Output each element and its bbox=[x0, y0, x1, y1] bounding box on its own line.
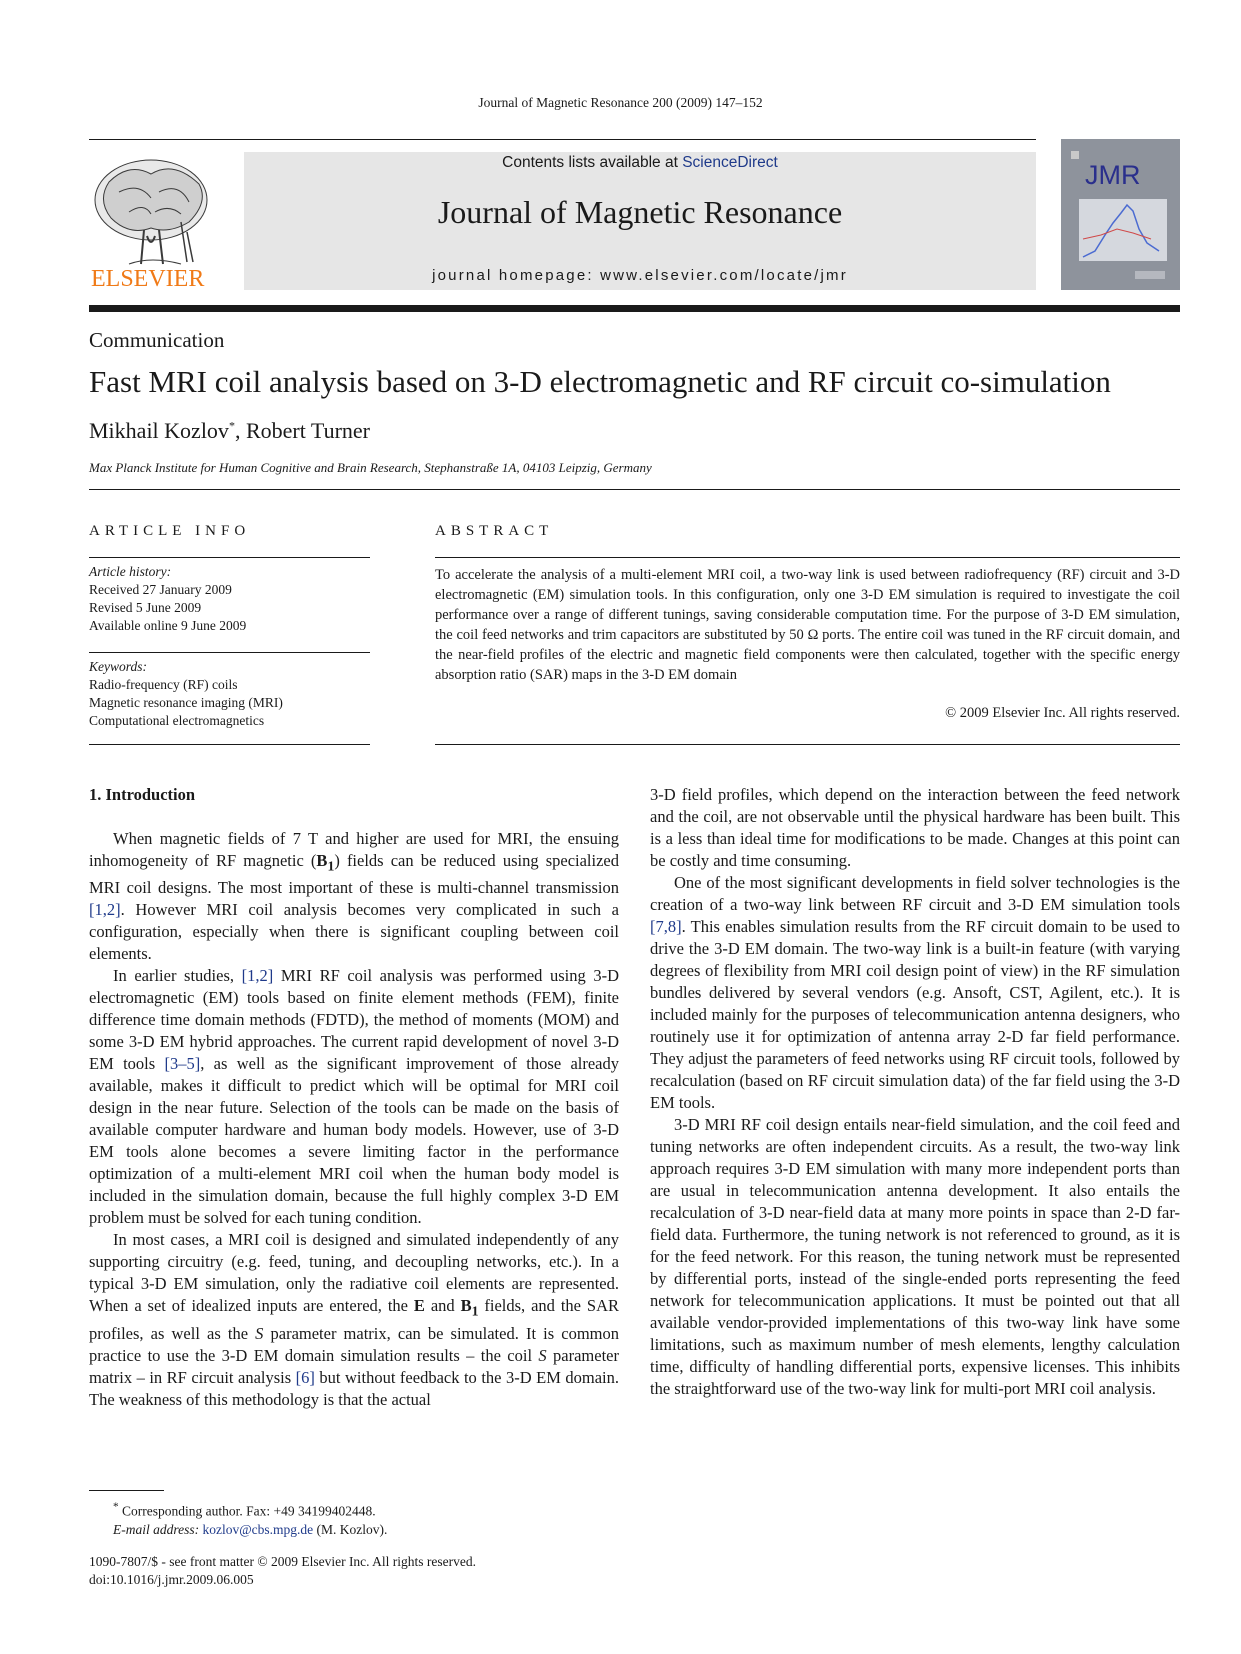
text-run: . However MRI coil analysis becomes very complicated in such a configuration, especially when there is significant coupling between coil elements. bbox=[89, 900, 619, 964]
body-column-right bbox=[650, 784, 1180, 1400]
author-list bbox=[89, 418, 370, 444]
paragraph bbox=[650, 872, 1180, 1114]
footnote-rule bbox=[89, 1490, 164, 1491]
text-run: MRI RF coil analysis was performed using 3-D electromagnetic (EM) tools based on finite element methods (FEM), finite difference time domain methods (FDTD), the method of moments (MOM) and some 3-D EM hybrid approaches. The current rapid development of novel 3-D EM tools bbox=[89, 966, 619, 1074]
abstract-heading: ABSTRACT bbox=[435, 523, 554, 539]
text-run: 1 bbox=[327, 858, 335, 874]
email-link[interactable]: kozlov@cbs.mpg.de bbox=[202, 1521, 314, 1537]
abstract-rule-bottom bbox=[435, 744, 1180, 745]
paragraph: 3-D MRI RF coil design entails near-field simulation, and the coil feed and tuning networks are often independent circuits. As a result, the two-way link approach requires 3-D EM simulation with many more independent ports than are usual in telecommunication antenna development. It also entails the recalculation of 3-D near-field data at many more points in space than 2-D far-field data. Furthermore, the tuning network is not referenced to ground, as it is for the feed network. For this reason, the tuning network must be represented by differential ports, instead of the single-ended ports representing the feed network for telecommunication applications. It must be pointed out that all available vendor-provided implementations of this two-way link have some limitations, such as maximum number of mesh elements, lengthy calculation time, difficulty of handling differential ports, expensive licenses. This inhibits the straightforward use of the two-way link for multi-port MRI coil analysis. bbox=[650, 1115, 1180, 1398]
history-label: Article history: bbox=[89, 564, 172, 579]
elsevier-tree-icon bbox=[89, 152, 219, 292]
article-type: Communication bbox=[89, 328, 225, 352]
paragraph: 3-D field profiles, which depend on the interaction between the feed network and the coil, are not observable until the physical hardware has been built. This is a less than ideal time for modifications to be made. Changes at this point can be costly and time consuming. bbox=[650, 785, 1180, 870]
author-separator: , bbox=[234, 418, 246, 443]
journal-banner bbox=[244, 152, 1036, 290]
history-received: Received 27 January 2009 bbox=[89, 582, 232, 597]
text-run: . This enables simulation results from the RF circuit domain to be used to drive the 3-D EM domain. The two-way link is a built-in feature (with varying degrees of flexibility from MRI coil design point of view) in the RF simulation bundles delivered by several vendors (e.g. Ansoft, CST, Agilent, etc.). It is included mainly for the purposes of telecommunication antenna designers, who routinely use it for optimization of antenna array 2-D far field performance. They adjust the parameters of feed networks using RF circuit tools, followed by recalculation (based on RF circuit simulation data) of the far field using the 3-D EM tools. bbox=[650, 917, 1180, 1112]
contents-prefix: Contents lists available at bbox=[502, 154, 683, 171]
info-rule-3 bbox=[89, 744, 370, 745]
elsevier-logo bbox=[89, 152, 219, 292]
history-online: Available online 9 June 2009 bbox=[89, 618, 247, 633]
text-run: but without feedback to the 3-D EM domain. The weakness of this methodology is that the actual bbox=[89, 1367, 620, 1409]
text-run: and bbox=[424, 1296, 461, 1316]
keywords-label: Keywords: bbox=[89, 659, 147, 674]
journal-title: Journal of Magnetic Resonance bbox=[437, 194, 843, 230]
section-heading-introduction: 1. Introduction bbox=[89, 785, 196, 804]
text-run: ) fields can be reduced using specialized MRI coil designs. The most important of these is multi-channel transmission bbox=[89, 851, 619, 898]
abstract-text: To accelerate the analysis of a multi-element MRI coil, a two-way link is used between radiofrequency (RF) circuit and 3-D electromagnetic (EM) simulation tools. In this configuration, only one 3-D EM simulation is required to investigate the coil performance over a range of different tunings, saving considerable computation time. For the purpose of 3-D EM simulation, the coil feed networks and trim capacitors are substituted by 50 Ω ports. The entire coil was tuned in the RF circuit domain, and the near-field profiles of the electric and magnetic field components were then calculated, together with the specific energy absorption ratio (SAR) maps in the 3-D EM domain bbox=[435, 567, 1180, 683]
info-rule-2 bbox=[89, 652, 370, 653]
elsevier-wordmark: ELSEVIER bbox=[91, 266, 205, 292]
text-run: , as well as the significant improvement of those already available, makes it difficult to predict which will be optimal for MRI coil design in the near future. Selection of the tools can be made on the basis of available computer hardware and human body models. However, use of 3-D EM tools alone becomes a severe limiting factor in the performance optimization of a multi-element MRI coil when the human body model is included in the simulation domain, because the full highly complex 3-D EM problem must be solved for each tuning condition. bbox=[89, 1054, 620, 1228]
keywords-block bbox=[89, 658, 370, 730]
footnote bbox=[89, 1498, 387, 1539]
text-run: In earlier studies, bbox=[113, 966, 242, 986]
author-kozlov[interactable]: Mikhail Kozlov bbox=[89, 418, 229, 443]
text-run: S bbox=[255, 1323, 264, 1343]
keyword-item: Radio-frequency (RF) coils bbox=[89, 677, 238, 692]
text-run: B bbox=[316, 851, 328, 870]
text-run: S bbox=[538, 1345, 547, 1365]
paragraph bbox=[89, 965, 619, 1229]
body-column-left bbox=[89, 784, 619, 1411]
citation-link[interactable]: [1,2] bbox=[89, 900, 121, 920]
text-run: One of the most significant developments in field solver technologies is the creation of a two-way link between RF circuit and 3-D EM simulation tools bbox=[650, 873, 1180, 914]
bottom-meta bbox=[89, 1553, 476, 1589]
citation-link[interactable]: [3–5] bbox=[164, 1054, 201, 1074]
info-rule-1 bbox=[89, 557, 370, 558]
paragraph bbox=[89, 1229, 619, 1410]
cover-image-icon bbox=[1061, 139, 1180, 290]
text-run: B bbox=[460, 1296, 472, 1316]
citation-link[interactable]: [6] bbox=[295, 1367, 315, 1387]
doi-line[interactable]: doi:10.1016/j.jmr.2009.06.005 bbox=[89, 1572, 254, 1587]
footnote-mark: * bbox=[113, 1501, 119, 1513]
text-run: When magnetic fields of 7 T and higher are used for MRI, the ensuing inhomogeneity of RF magnetic ( bbox=[89, 829, 619, 870]
text-run: fields, and the SAR profiles, as well as the bbox=[89, 1296, 619, 1343]
journal-cover bbox=[1061, 139, 1180, 290]
citation-link[interactable]: [1,2] bbox=[241, 966, 274, 986]
contents-line bbox=[244, 154, 1036, 172]
header-rule-top bbox=[89, 139, 1036, 140]
sciencedirect-link[interactable]: ScienceDirect bbox=[682, 154, 778, 171]
text-run: 1 bbox=[471, 1303, 479, 1319]
paragraph bbox=[89, 828, 619, 965]
article-info-heading: ARTICLE INFO bbox=[89, 523, 251, 539]
issn-line: 1090-7807/$ - see front matter © 2009 Elsevier Inc. All rights reserved. bbox=[89, 1554, 477, 1569]
article-title: Fast MRI coil analysis based on 3-D electromagnetic and RF circuit co-simulation bbox=[89, 364, 1111, 399]
text-run: parameter matrix, can be simulated. It is common practice to use the 3-D EM domain simulation results – the coil bbox=[89, 1323, 619, 1365]
cover-jmr-label: JMR bbox=[1085, 160, 1141, 190]
text-run: E bbox=[413, 1296, 425, 1316]
email-label: E-mail address: bbox=[113, 1521, 200, 1537]
keyword-item: Computational electromagnetics bbox=[89, 713, 265, 728]
title-rule bbox=[89, 489, 1180, 490]
email-suffix: (M. Kozlov). bbox=[313, 1521, 388, 1537]
running-citation: Journal of Magnetic Resonance 200 (2009) 147–152 bbox=[478, 95, 763, 110]
abstract-copyright: © 2009 Elsevier Inc. All rights reserved. bbox=[945, 705, 1180, 721]
citation-link[interactable]: [7,8] bbox=[650, 917, 682, 936]
text-run: In most cases, a MRI coil is designed and simulated independently of any supporting circuitry (e.g. feed, tuning, and decoupling networks, etc.). In a typical 3-D EM simulation, only the radiative coil elements are represented. When a set of idealized inputs are entered, the bbox=[89, 1230, 619, 1316]
corresponding-mark[interactable]: * bbox=[228, 418, 235, 433]
keyword-item: Magnetic resonance imaging (MRI) bbox=[89, 695, 283, 710]
header-rule-thick bbox=[89, 305, 1180, 312]
author-turner[interactable]: Robert Turner bbox=[245, 418, 370, 443]
article-history bbox=[89, 563, 370, 635]
affiliation: Max Planck Institute for Human Cognitive and Brain Research, Stephanstraße 1A, 04103 Leipzig, Germany bbox=[89, 460, 652, 475]
footnote-corr: Corresponding author. Fax: +49 34199402448. bbox=[118, 1503, 376, 1519]
history-revised: Revised 5 June 2009 bbox=[89, 600, 202, 615]
text-run: parameter matrix – in RF circuit analysis bbox=[89, 1345, 619, 1387]
journal-homepage[interactable]: journal homepage: www.elsevier.com/locate/jmr bbox=[432, 267, 848, 284]
abstract-rule-top bbox=[435, 557, 1180, 558]
